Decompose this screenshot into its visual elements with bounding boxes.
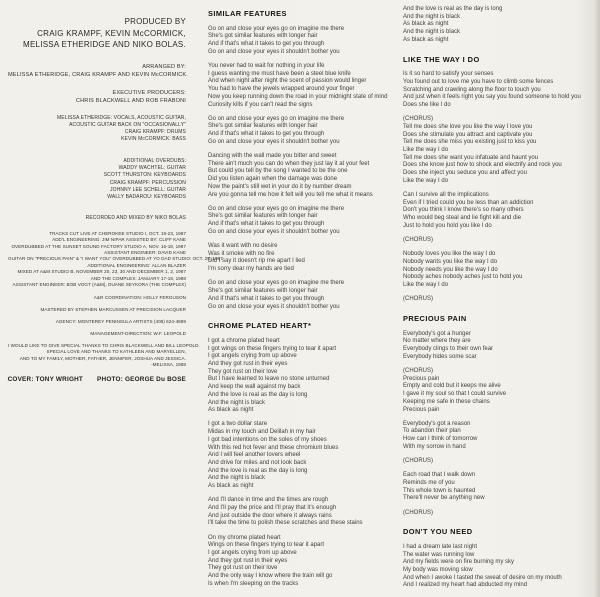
lyric-line: Now you keep running down the road in your midnight state of mind bbox=[208, 93, 388, 100]
lyric-line: Can I survive all the implications bbox=[403, 192, 489, 199]
credit-block bbox=[8, 89, 186, 106]
credit-line: MELISSA ETHERIDGE, CRAIG KRAMPF AND KEVIN McCORMICK. bbox=[8, 72, 188, 78]
lyric-line: (CHORUS) bbox=[403, 237, 433, 244]
credit-line: ARRANGED BY: bbox=[142, 63, 186, 70]
lyric-line: And I'll pay the price and I'll pray that it's enough bbox=[208, 504, 337, 511]
lyric-line: As black as night bbox=[403, 21, 449, 28]
credit-line: MELISSA ETHERIDGE: VOCALS, ACOUSTIC GUITAR, bbox=[57, 114, 186, 121]
lyrics-column-middle bbox=[208, 6, 404, 595]
stanza bbox=[208, 116, 404, 147]
credit-block bbox=[8, 295, 186, 301]
lyric-line: And if that's what it takes to get you through bbox=[208, 41, 325, 48]
credit-block bbox=[8, 115, 186, 144]
lyric-line: Scratching and crawling along the floor to touch you bbox=[403, 86, 541, 93]
lyric-line: Did I say it doesn't rip me apart I lied bbox=[208, 258, 305, 265]
lyric-line: You found out to love me you have to climb some fences bbox=[403, 78, 554, 85]
lyric-line: I'll take the time to polish these scratches and these stains bbox=[208, 520, 363, 527]
lyric-line: Wings on these fingers trying to tear it apart bbox=[208, 542, 325, 549]
lyric-line: And just outside the door where it always rains bbox=[208, 512, 332, 519]
lyric-line: Everybody's got a hunger bbox=[403, 330, 471, 337]
lyric-line: As black as night bbox=[208, 483, 254, 490]
lyric-line: And the love is real as the day is long bbox=[208, 391, 308, 398]
credit-line: I WOULD LIKE TO GIVE SPECIAL THANKS TO CHRIS BLACKWELL AND BILL LEOPOLD. bbox=[8, 343, 200, 349]
lyric-line: Nobody aches nobody aches just to hold you bbox=[403, 274, 523, 281]
lyric-line: I had a dream late last night bbox=[403, 543, 478, 550]
credits-column bbox=[7, 16, 223, 383]
stanza bbox=[403, 192, 598, 231]
lyric-line: The water was running low bbox=[403, 551, 475, 558]
lyric-line: Like the way I do bbox=[403, 282, 449, 289]
credit-line: EXECUTIVE PRODUCERS: bbox=[112, 89, 186, 96]
lyric-line: (CHORUS) bbox=[403, 509, 433, 516]
credit-line: ASSISTANT ENGINEER: DAVID KANE bbox=[104, 249, 186, 255]
credit-line: SPECIAL LOVE AND THANKS TO KATHLEEN AND MARYELLEN, bbox=[46, 349, 186, 355]
stanza bbox=[208, 280, 404, 311]
lyric-line: And just when it feels right you say you found someone to hold you bbox=[403, 94, 581, 101]
credit-line: MIXED AT A&M STUDIO B, NOVEMBER 20, 23, 30 AND DECEMBER 1, 2, 1987 bbox=[17, 269, 186, 275]
credit-block bbox=[8, 63, 186, 80]
lyric-line: Nobody wants you like the way I do bbox=[403, 258, 498, 265]
lyric-line: I got angels crying from up above bbox=[208, 549, 297, 556]
lyric-line: Is it so hard to satisfy your senses bbox=[403, 71, 494, 78]
stanza bbox=[403, 116, 598, 185]
credit-line: AND THE COMPLEX: JANUARY 17-18, 1988 bbox=[90, 275, 186, 281]
lyric-line: With my sorrow in hand bbox=[403, 443, 466, 450]
lyric-line: Go on and close your eyes go on imagine me there bbox=[208, 25, 345, 32]
lyric-line: Nobody loves you like the way I do bbox=[403, 251, 496, 258]
lyric-line: Precious pain bbox=[403, 406, 440, 413]
song-title-precious-pain: PRECIOUS PAIN bbox=[403, 314, 467, 323]
lyric-line: I got a two dollar stare bbox=[208, 421, 268, 428]
credit-block bbox=[8, 331, 186, 337]
stanza bbox=[403, 472, 598, 503]
lyric-line: And if that's what it takes to get you through bbox=[208, 221, 325, 228]
lyric-line: I got wings on these fingers trying to tear it apart bbox=[208, 345, 337, 352]
lyric-line: My body was moving slow bbox=[403, 567, 473, 574]
credit-line: MASTERED BY STEPHEN MARCUSSEN AT PRECISION LACQUER bbox=[40, 307, 186, 313]
lyric-line: And my fields were on fire burning my sky bbox=[403, 559, 515, 566]
lyric-line: She's got similar features with longer hair bbox=[208, 123, 318, 130]
credit-line: CRAIG KRAMPF: DRUMS bbox=[124, 129, 186, 136]
lyric-line: To abandon their plan bbox=[403, 428, 461, 435]
lyric-line: I guess wanting me must have been a steel blue knife bbox=[208, 70, 351, 77]
lyric-line: I got bad intentions on the soles of my shoes bbox=[208, 436, 327, 443]
credit-line: ADD'L ENGINEERING: JIM NIPAR ASSISTED BY: CLIFF KANE bbox=[52, 237, 186, 243]
lyric-line: But I have learned to leave no stone unturned bbox=[208, 376, 330, 383]
lyric-line: Was it smoke with no fire bbox=[208, 250, 275, 257]
stanza bbox=[208, 421, 404, 490]
lyric-line: Who would beg steal and lie fight kill and die bbox=[403, 215, 522, 222]
stanza bbox=[403, 421, 598, 452]
lyric-line: There ain't much you can do when they just lay it at your feet bbox=[208, 160, 370, 167]
lyric-line: And the love is real as the day is long bbox=[208, 467, 308, 474]
lyric-line: Go on and close your eyes it shouldn't bother you bbox=[208, 48, 340, 55]
lyric-line: Nobody needs you like the way I do bbox=[403, 266, 498, 273]
song-title-chrome-plated-heart: CHROME PLATED HEART* bbox=[208, 321, 312, 331]
lyric-line: They got rust on their love bbox=[208, 368, 278, 375]
lyric-line: Go on and close your eyes go on imagine me there bbox=[208, 280, 345, 287]
lyric-line: Does she stimulate you attract and captivate you bbox=[403, 131, 533, 138]
lyric-line: You never had to wait for nothing in your life bbox=[208, 63, 325, 70]
lyric-line: This whole town is haunted bbox=[403, 487, 476, 494]
lyric-line: Go on and close your eyes it shouldn't bother you bbox=[208, 228, 340, 235]
song-title-don-t-you-need: DON'T YOU NEED bbox=[403, 527, 473, 537]
lyric-line: They got rust on their love bbox=[208, 565, 278, 572]
credit-line: CRAIG KRAMPF, KEVIN McCORMICK, bbox=[37, 28, 186, 38]
lyric-line: Tell me does she love you like the way I love you bbox=[403, 123, 533, 130]
credit-line: MELISSA ETHERIDGE AND NIKO BOLAS. bbox=[23, 40, 186, 49]
credit-line: RECORDED AND MIXED BY NIKO BOLAS bbox=[85, 215, 186, 222]
lyrics-column-right bbox=[403, 6, 598, 597]
song-similar-features bbox=[208, 10, 404, 311]
credit-line: MANAGEMENT-DIRECTION: W.F. LEOPOLD bbox=[90, 331, 186, 337]
lyric-line: Everybody clings to their own fear bbox=[403, 346, 494, 353]
cover-credit: COVER: TONY WRIGHT bbox=[7, 375, 84, 383]
stanza bbox=[208, 206, 404, 237]
lyric-line: Reminds me of you bbox=[403, 479, 455, 486]
lyric-line: But could you tell by the song I wanted to be the one bbox=[208, 168, 348, 175]
credit-line: KEVIN McCORMICK: BASS bbox=[121, 136, 186, 143]
stanza bbox=[208, 535, 404, 589]
lyric-line: She's got similar features with longer hair bbox=[208, 288, 318, 295]
stanza bbox=[403, 368, 598, 414]
credits-blocks bbox=[8, 16, 223, 369]
lyric-line: Everybody's got a reason bbox=[403, 420, 471, 427]
lyric-line: Are you gonna tell me how it felt will you tell me what it means bbox=[208, 191, 373, 198]
credit-line: SCOTT THURSTON: KEYBOARDS bbox=[103, 172, 186, 179]
stanza bbox=[208, 153, 404, 199]
lyric-line: Go on and close your eyes it shouldn't bother you bbox=[208, 138, 340, 145]
lyric-line: And the night is black bbox=[403, 13, 461, 20]
lyric-line: With this red hot fever and these chromium blues bbox=[208, 444, 339, 451]
lyric-line: Go on and close your eyes go on imagine me there bbox=[208, 205, 345, 212]
lyric-line: And if that's what it takes to get you through bbox=[208, 131, 325, 138]
credit-line: WADDY WACHTEL: GUITAR bbox=[118, 164, 186, 171]
lyric-line: Tell me does she want you infatuate and haunt you bbox=[403, 154, 539, 161]
lyric-line: As black as night bbox=[403, 36, 449, 43]
song-like-the-way-i-do bbox=[403, 56, 598, 304]
lyric-line: As black as night bbox=[208, 407, 254, 414]
lyric-line: And the love is real as the day is long bbox=[403, 6, 503, 12]
credit-line: GUITAR ON "PRECIOUS PAIN" & "I WANT YOU" OVERDUBBED AT YO DAD STUDIO: OCT. 25, 1987 bbox=[8, 256, 223, 262]
credit-line: PRODUCED BY bbox=[124, 17, 186, 26]
lyric-line: (CHORUS) bbox=[403, 296, 433, 303]
lyric-line: Just to hold you hold you like I do bbox=[403, 222, 492, 229]
lyric-line: And they got rust in their eyes bbox=[208, 557, 288, 564]
lyric-line: (CHORUS) bbox=[403, 116, 433, 123]
credit-line: A&R COORDINATION: HOLLY FERGUSON bbox=[93, 295, 186, 301]
stanza bbox=[208, 243, 404, 274]
lyric-line: Does she inject you seduce you and affect you bbox=[403, 170, 527, 177]
song-chrome-plated-heart bbox=[208, 322, 404, 588]
credit-line: CRAIG KRAMPF: PERCUSSION bbox=[109, 179, 186, 186]
lyric-line: I gave it my soul so that I could survive bbox=[403, 391, 507, 398]
lyric-line: And when I awoke I tasted the sweat of desire on my mouth bbox=[403, 574, 562, 581]
photo-credit: PHOTO: GEORGE Du BOSE bbox=[97, 375, 186, 383]
cover-photo-credit-line bbox=[8, 376, 186, 383]
lyric-line: Is when I'm sleeping on the tracks bbox=[208, 580, 299, 587]
lyric-line: I got angels crying from up above bbox=[208, 353, 297, 360]
credit-block bbox=[8, 230, 223, 289]
stanza bbox=[208, 338, 404, 415]
credit-line: -MELISSA, 1988 bbox=[151, 362, 186, 368]
stanza bbox=[403, 331, 598, 362]
lyric-line: Like the way I do bbox=[403, 177, 449, 184]
lyric-line: Curiosity kills if you can't read the signs bbox=[208, 101, 313, 108]
lyric-line: Precious pain bbox=[403, 375, 440, 382]
song-title-similar-features: SIMILAR FEATURES bbox=[208, 9, 287, 18]
lyric-line: And the night is black bbox=[208, 475, 266, 482]
lyric-line: Keeping me safe in these chains bbox=[403, 398, 490, 405]
credit-line: OVERDUBBED AT THE SUNSET SOUND FACTORY STUDIO A, NOV. 16-18, 1987 bbox=[11, 243, 186, 249]
lyric-line: There'll never be anything new bbox=[403, 495, 485, 502]
credit-block bbox=[8, 343, 200, 369]
credit-line: JOHNNY LEE SCHELL: GUITAR bbox=[110, 186, 186, 193]
lyric-line: Dancing with the wall made you bitter and sweet bbox=[208, 153, 337, 160]
stanza bbox=[403, 458, 598, 466]
lyric-line: Does she like I do bbox=[403, 102, 451, 109]
lyric-line: You had to have the jewels wrapped around your finger bbox=[208, 86, 355, 93]
credit-block bbox=[8, 319, 186, 325]
lyric-line: She's got similar features with longer hair bbox=[208, 33, 318, 40]
lyric-line: Now the paint's still wet in your do it by number dream bbox=[208, 183, 352, 190]
lyric-line: And if that's what it takes to get you through bbox=[208, 295, 325, 302]
credit-line: AGENCY: MONTEREY PENINSULA ARTISTS (408) 624-4889 bbox=[55, 319, 186, 325]
lyric-line: No matter where they are bbox=[403, 338, 471, 345]
lyric-line: How can I think of tomorrow bbox=[403, 436, 478, 443]
stanza bbox=[208, 63, 404, 109]
song-title-like-the-way-i-do: LIKE THE WAY I DO bbox=[403, 54, 480, 64]
credit-block bbox=[8, 307, 186, 313]
credit-line: AND TO MY FAMILY, MOTHER, FATHER, JENNIFER, JOSHUA AND JESSICA. bbox=[19, 355, 186, 361]
lyric-line: And the night is black bbox=[403, 29, 461, 36]
credit-line: ACOUSTIC GUITAR BACK ON "OCCASIONALLY" bbox=[69, 121, 186, 128]
song-precious-pain bbox=[403, 315, 598, 517]
stanza bbox=[403, 510, 598, 518]
credit-block bbox=[8, 158, 186, 202]
lyric-line: And I'll dance in time and the times are rough bbox=[208, 497, 329, 504]
stanza bbox=[403, 544, 598, 590]
lyric-line: (CHORUS) bbox=[403, 368, 433, 375]
credit-line: TRACKS CUT LIVE AT CHEROKEE STUDIO I, OCT. 19-23, 1987 bbox=[49, 230, 186, 236]
stanza bbox=[403, 6, 598, 45]
credit-line: WALLY BADAROU: KEYBOARDS bbox=[107, 194, 186, 201]
lyric-line: Everybody hides some scar bbox=[403, 353, 477, 360]
lyric-line: And I realized my heart had abducted my mind bbox=[403, 582, 528, 589]
credit-line: ADDITIONAL ENGINEERING: ALLAN BLAZER bbox=[87, 262, 186, 268]
lyric-line: Go on and close your eyes go on imagine me there bbox=[208, 115, 345, 122]
stanza bbox=[403, 71, 598, 110]
lyric-line: And the only way I know where the train will go bbox=[208, 573, 333, 580]
stanza bbox=[403, 237, 598, 245]
song-don-t-you-need bbox=[403, 528, 598, 590]
credit-line: ADDITIONAL OVERDUBS: bbox=[123, 157, 186, 164]
lyric-line: Go on and close your eyes it shouldn't bother you bbox=[208, 303, 340, 310]
lyric-line: Don't you think I know there's so many others bbox=[403, 207, 524, 214]
lyric-line: I got a chrome plated heart bbox=[208, 337, 280, 344]
stanza bbox=[403, 296, 598, 304]
lyric-line: Each road that I walk down bbox=[403, 472, 476, 479]
lyric-line: And keep the wall against my back bbox=[208, 384, 301, 391]
lyric-line: I'm sorry dear my hands are tied bbox=[208, 266, 294, 273]
lyric-line: Was it want with no desire bbox=[208, 243, 278, 250]
credit-line: CHRIS BLACKWELL AND ROB FRABONI bbox=[75, 98, 186, 104]
credit-block bbox=[8, 215, 186, 222]
lyric-line: And when night after night the scent of passion would linger bbox=[208, 78, 367, 85]
lyric-line: Does she know just how to shock and electrify and rock you bbox=[403, 162, 562, 169]
lyric-line: And I will feel another lovers wheel bbox=[208, 452, 301, 459]
credit-block bbox=[8, 16, 186, 51]
credit-line: ASSISTANT ENGINEER: BOB VOGT (A&M), DUANE SEYKORA (THE COMPLEX) bbox=[12, 282, 186, 288]
lyric-line: And drive for miles and not look back bbox=[208, 459, 307, 466]
lyric-line: Tell me does she miss you existing just to kiss you bbox=[403, 139, 537, 146]
stanza bbox=[208, 497, 404, 528]
lyric-line: She's got similar features with longer hair bbox=[208, 213, 318, 220]
lyric-line: Midas in my touch and Delilah in my hair bbox=[208, 429, 316, 436]
lyric-line: And they got rust in their eyes bbox=[208, 361, 288, 368]
stanza bbox=[403, 251, 598, 290]
lyric-line: (CHORUS) bbox=[403, 458, 433, 465]
lyric-line: Even if I tried could you be less than an addiction bbox=[403, 199, 534, 206]
lyric-line: Empty and cold but it keeps me alive bbox=[403, 383, 501, 390]
stanza bbox=[208, 26, 404, 57]
lyric-line: On my chrome plated heart bbox=[208, 534, 281, 541]
lyric-line: Like the way I do bbox=[403, 147, 449, 154]
lyric-line: And the night is black bbox=[208, 399, 266, 406]
lyric-line: Did you listen again when the damage was done bbox=[208, 176, 338, 183]
